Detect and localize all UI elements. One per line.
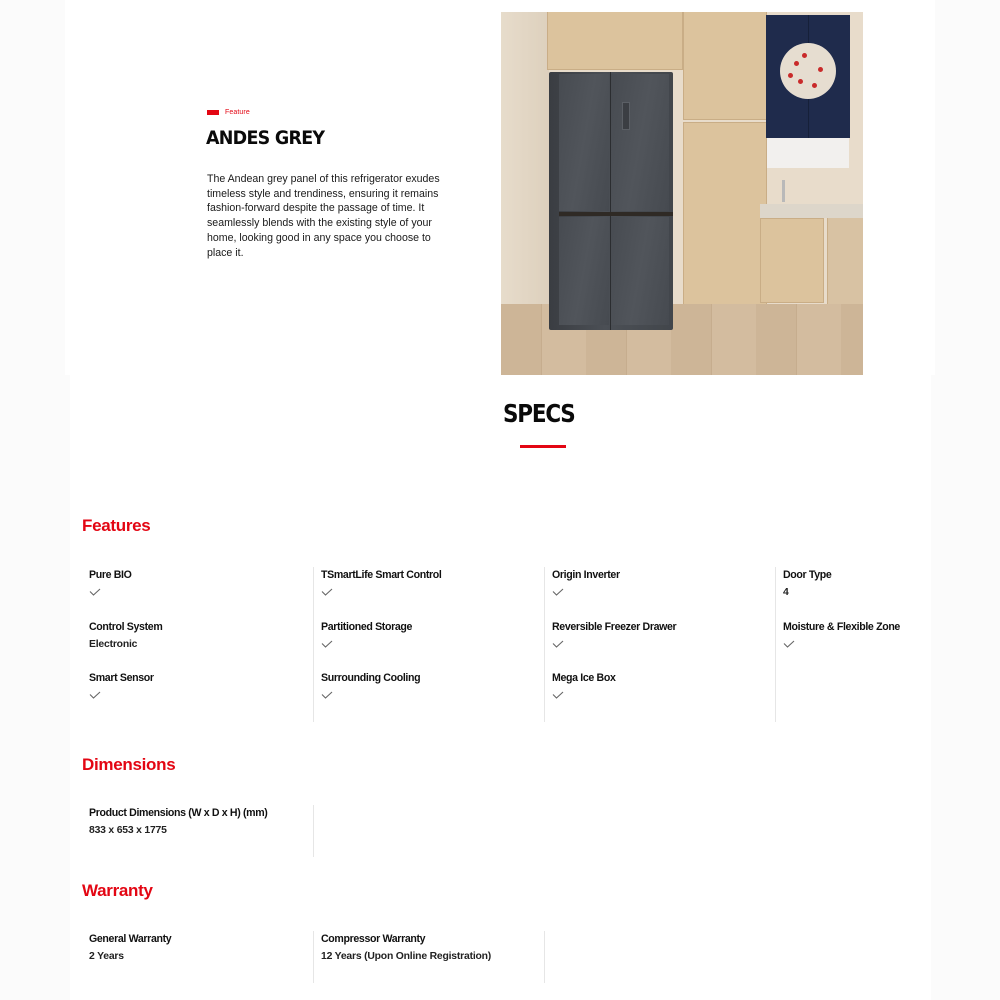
spec-value: Electronic xyxy=(89,638,138,650)
spec-label: Moisture & Flexible Zone xyxy=(783,620,900,633)
spec-item-surrounding-cooling xyxy=(321,670,544,722)
feature-description: The Andean grey panel of this refrigerator exudes timeless style and trendiness, ensuring it remains fashion-forward despite the passage of time. It seamlessly blends with the existing style of your home, looking good in any space you choose to place it. xyxy=(207,173,440,259)
dimensions-column-2 xyxy=(313,805,544,857)
checkmark-icon xyxy=(321,588,333,596)
spec-item-general-warranty xyxy=(89,931,313,983)
checkmark-icon xyxy=(552,691,564,699)
spec-item-tsmartlife xyxy=(321,567,544,619)
spec-item-moisture-flexible-zone xyxy=(783,619,1000,671)
checkmark-icon xyxy=(783,640,795,648)
spec-value: 12 Years (Upon Online Registration) xyxy=(321,951,492,962)
spec-label: Door Type xyxy=(783,569,832,581)
spec-label: Control System xyxy=(89,620,163,633)
checkmark-icon xyxy=(552,640,564,648)
dimensions-column-1 xyxy=(82,805,313,857)
spec-label: Reversible Freezer Drawer xyxy=(552,620,677,633)
spec-label: Pure BIO xyxy=(89,569,132,581)
specs-title: SPECS xyxy=(503,399,575,428)
checkmark-icon xyxy=(552,588,564,596)
specs-title-underline xyxy=(520,445,566,448)
feature-tag-label: Feature xyxy=(225,109,250,116)
checkmark-icon xyxy=(321,640,333,648)
features-grid xyxy=(82,567,1000,722)
warranty-column-2 xyxy=(313,931,544,983)
spec-item-compressor-warranty xyxy=(321,931,544,983)
section-title-dimensions: Dimensions xyxy=(82,755,176,774)
features-column-1 xyxy=(82,567,313,722)
spec-value: 4 xyxy=(783,587,789,598)
spec-item-door-type xyxy=(783,567,1000,619)
spec-label: Smart Sensor xyxy=(89,672,154,684)
dimensions-grid xyxy=(82,805,544,857)
curtain xyxy=(766,15,850,138)
spec-label: Partitioned Storage xyxy=(321,620,413,633)
spec-item-smart-sensor xyxy=(89,670,313,722)
section-title-features: Features xyxy=(82,516,151,535)
features-column-2 xyxy=(313,567,544,722)
spec-label: Compressor Warranty xyxy=(321,933,426,945)
checkmark-icon xyxy=(89,588,101,596)
spec-label: General Warranty xyxy=(89,933,172,945)
checkmark-icon xyxy=(89,691,101,699)
spec-item-product-dimensions xyxy=(89,805,313,857)
product-image xyxy=(501,12,863,375)
spec-item-origin-inverter xyxy=(552,567,775,619)
feature-tag-bar xyxy=(207,110,219,115)
spec-label: Product Dimensions (W x D x H) (mm) xyxy=(89,807,268,819)
warranty-column-3 xyxy=(544,931,775,983)
spec-item-mega-ice-box xyxy=(552,670,775,722)
spec-item-reversible-freezer-drawer xyxy=(552,619,775,671)
checkmark-icon xyxy=(321,691,333,699)
feature-tag xyxy=(207,109,250,116)
warranty-column-1 xyxy=(82,931,313,983)
control-panel xyxy=(622,102,630,130)
feature-title: ANDES GREY xyxy=(206,127,325,149)
spec-label: Mega Ice Box xyxy=(552,672,616,684)
spec-item-pure-bio xyxy=(89,567,313,619)
refrigerator xyxy=(549,72,673,330)
warranty-grid xyxy=(82,931,775,983)
spec-label: Origin Inverter xyxy=(552,569,620,581)
features-column-4 xyxy=(775,567,1000,722)
features-column-3 xyxy=(544,567,775,722)
spec-value: 833 x 653 x 1775 xyxy=(89,825,167,836)
spec-label: TSmartLife Smart Control xyxy=(321,569,442,581)
spec-item-control-system xyxy=(89,619,313,671)
spec-value: 2 Years xyxy=(89,951,124,962)
section-title-warranty: Warranty xyxy=(82,881,153,900)
spec-label: Surrounding Cooling xyxy=(321,672,421,684)
spec-item-partitioned-storage xyxy=(321,619,544,671)
